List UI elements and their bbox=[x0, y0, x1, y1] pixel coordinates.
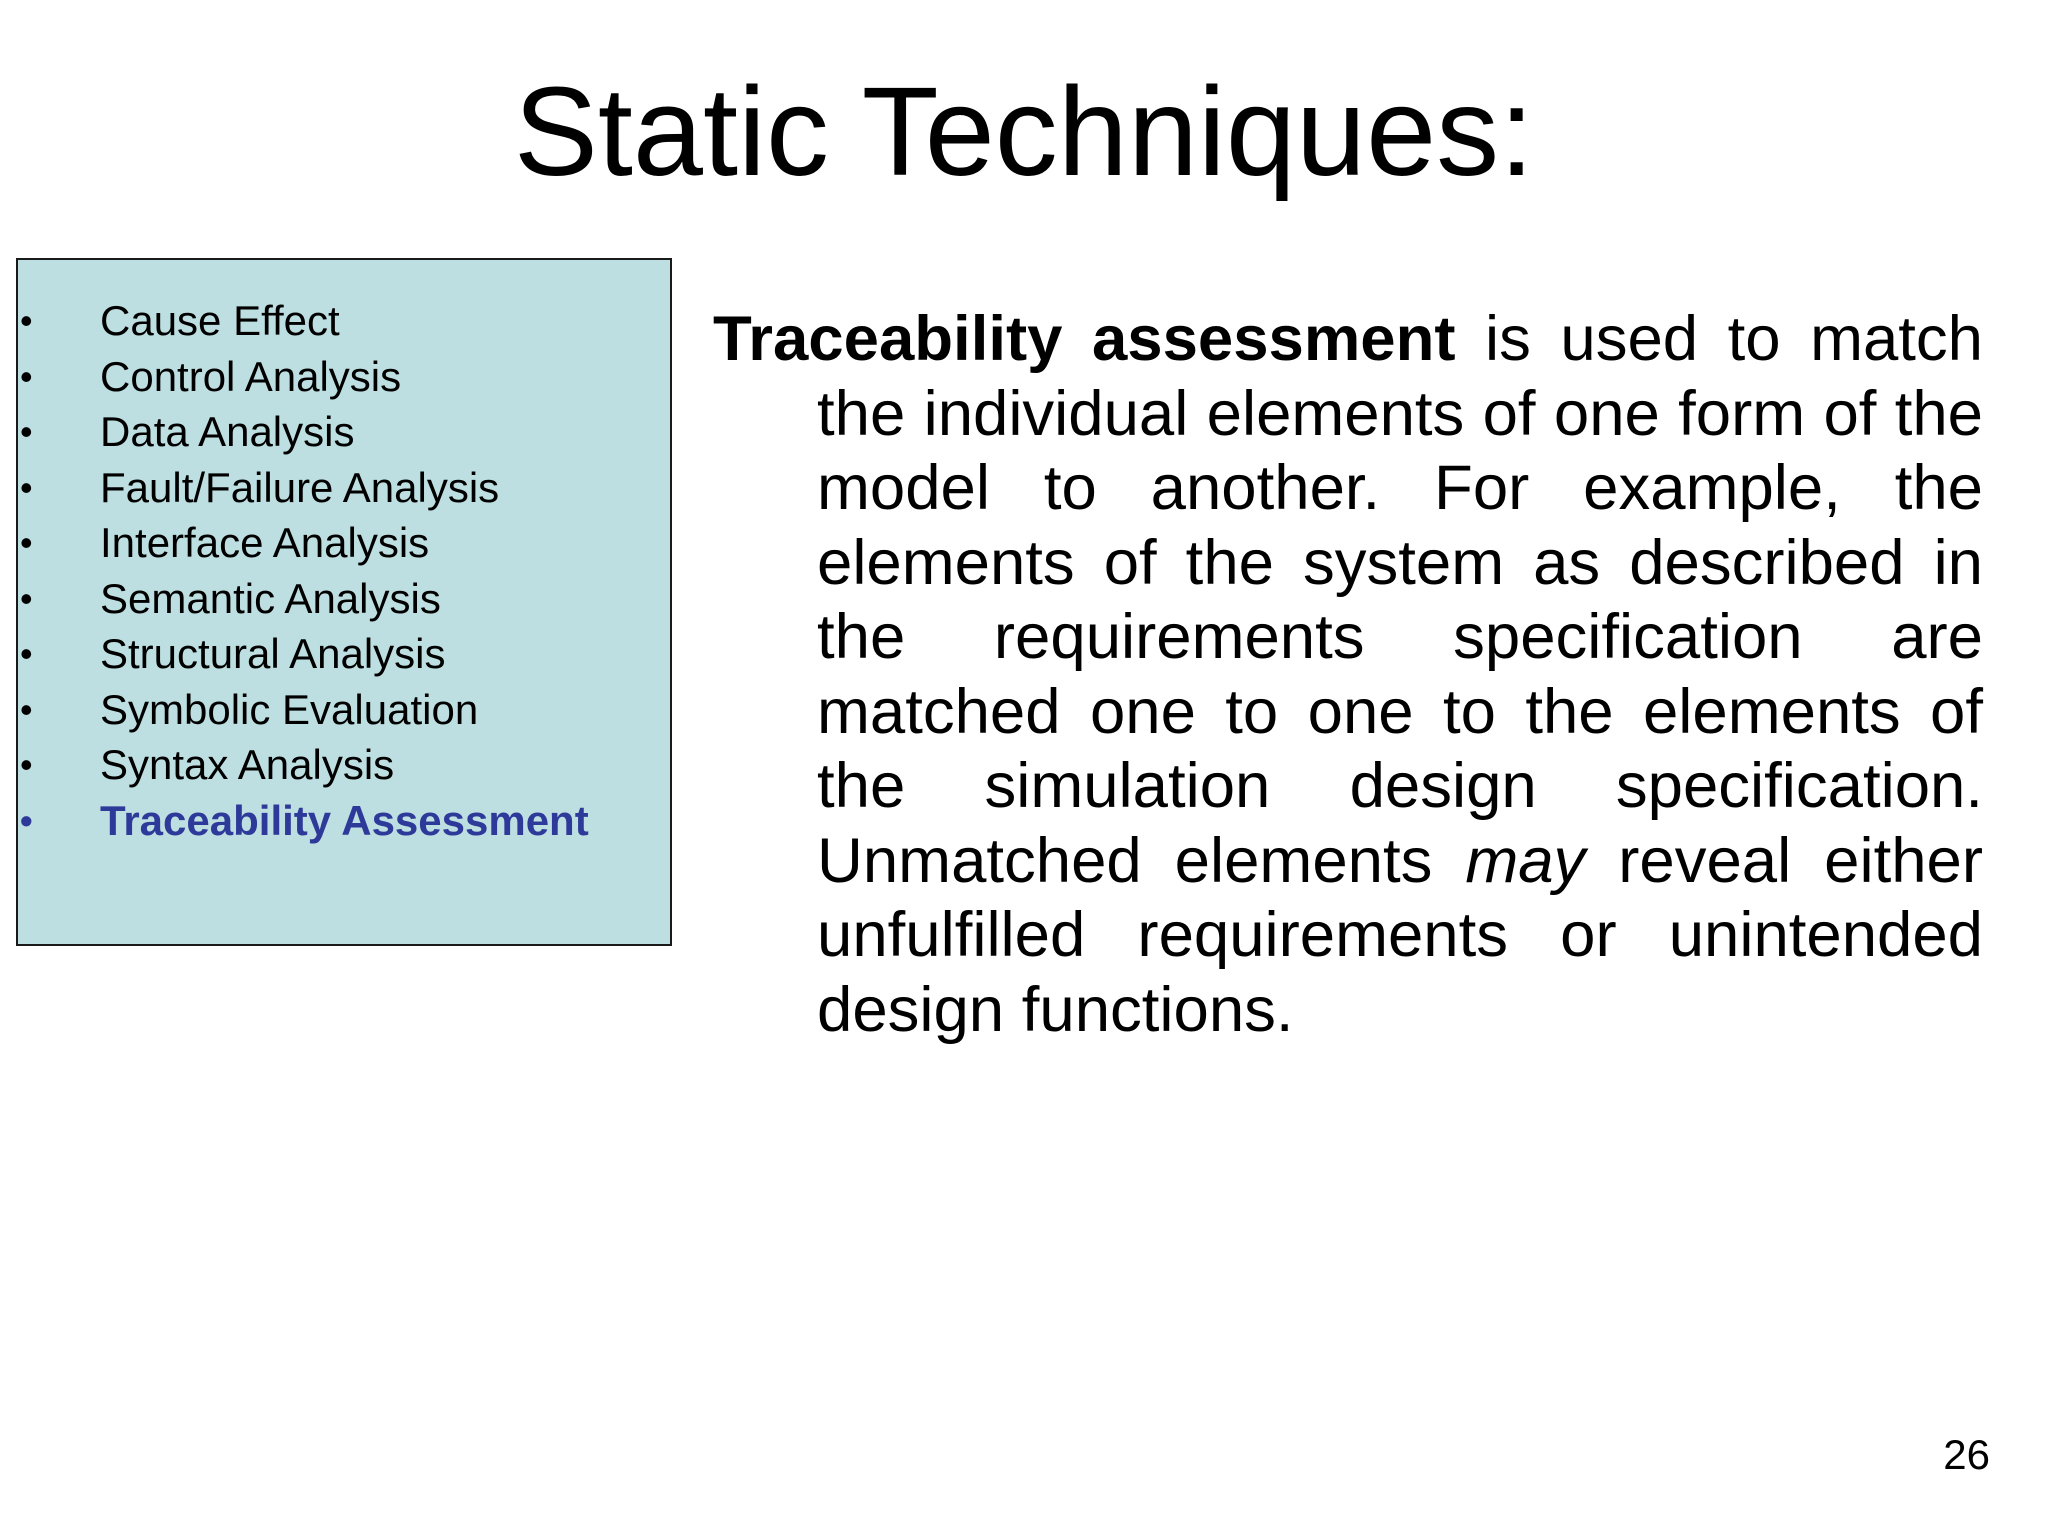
technique-label: Structural Analysis bbox=[100, 630, 446, 677]
technique-label: Cause Effect bbox=[100, 297, 340, 344]
description-emphasis: may bbox=[1465, 825, 1586, 896]
description-term: Traceability assessment bbox=[713, 304, 1456, 374]
bullet-icon: • bbox=[20, 744, 33, 785]
description-text-before: is used to match the individual elements of one form of the model to another. For example, the elements of the system as described in the requirements specification are matched one to one to the elements of the simulation design specification. Unmatched elements bbox=[817, 304, 1983, 896]
technique-label: Syntax Analysis bbox=[100, 741, 395, 788]
description-paragraph bbox=[713, 302, 1983, 1047]
slide-title: Static Techniques: bbox=[513, 61, 1535, 202]
technique-label: Fault/Failure Analysis bbox=[100, 463, 500, 511]
bullet-icon: • bbox=[20, 577, 33, 619]
technique-label-active: Traceability Assessment bbox=[100, 796, 589, 844]
bullet-icon: • bbox=[20, 355, 33, 397]
bullet-icon: • bbox=[20, 411, 33, 452]
technique-label: Data Analysis bbox=[100, 408, 355, 455]
technique-label: Control Analysis bbox=[100, 352, 402, 400]
bullet-icon: • bbox=[20, 688, 33, 730]
description-text-after: reveal either unfulfilled requirements or unintended design functions. bbox=[817, 825, 1983, 1045]
technique-label: Semantic Analysis bbox=[100, 574, 441, 622]
bullet-icon: • bbox=[20, 799, 33, 841]
bullet-icon: • bbox=[20, 466, 33, 508]
technique-label: Interface Analysis bbox=[100, 519, 430, 566]
page-number: 26 bbox=[1943, 1431, 1990, 1478]
bullet-icon: • bbox=[20, 633, 33, 674]
bullet-icon: • bbox=[20, 522, 33, 563]
techniques-panel bbox=[16, 258, 672, 946]
bullet-icon: • bbox=[20, 300, 33, 341]
technique-label: Symbolic Evaluation bbox=[100, 685, 479, 733]
